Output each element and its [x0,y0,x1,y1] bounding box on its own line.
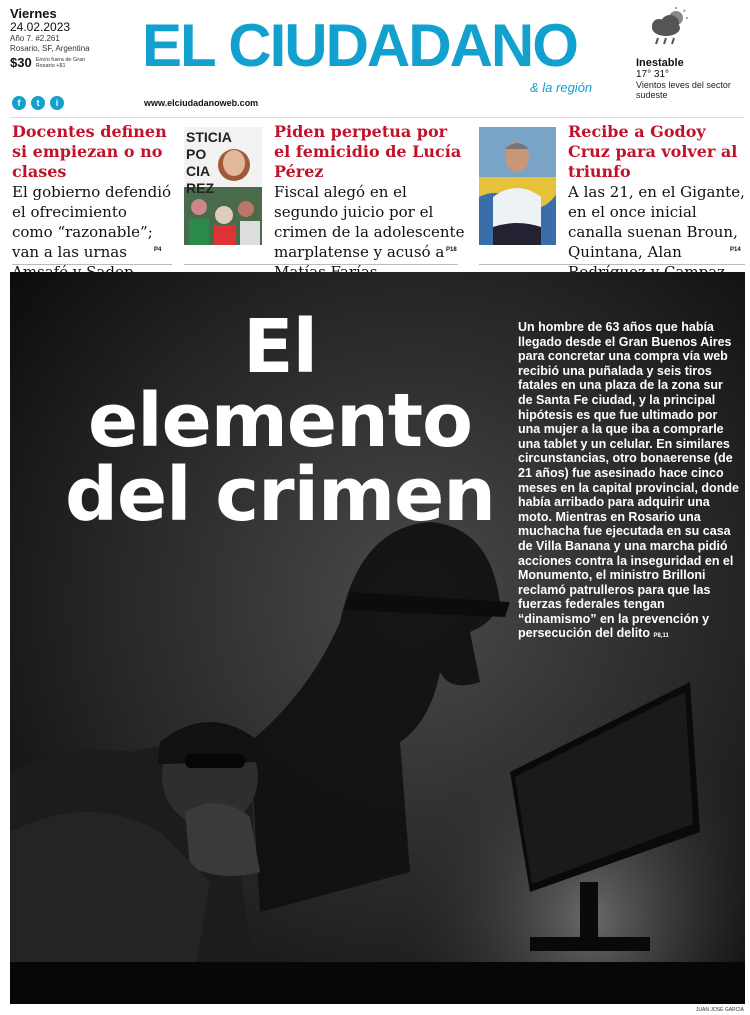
teaser-headline: Recibe a Godoy Cruz para volver al triunfo [568,122,738,181]
website-url[interactable]: www.elciudadanoweb.com [144,98,259,108]
teaser-divider [12,264,172,265]
teaser-godoy-cruz[interactable] [568,122,746,282]
weekday: Viernes [10,6,57,21]
twitter-icon[interactable]: t [31,96,45,110]
hero-body-text: Un hombre de 63 años que había llegado desde el Gran Buenos Aires para concretar una compra vía web recibió una puñalada y seis tiros fatales en una plaza de la zona sur de Santa Fe ciudad, y la principal hipótesis es que fue ultimado por una mujer a la que iba a comprarle una tablet y un celular. En similares circunstancias, otro bonaerense (de 21 años) fue asesinado hace cinco meses en la capital provincial, donde había arribado para adquirir una moto. Mientras en Rosario una muchacha fue ejecutada en su casa de Villa Banana y una marcha pidió acciones contra la inseguridad en el Monumento, el ministro Brilloni reclamó patrulleros para que las fuerzas federales tengan “dinamismo” en la prevención y persecución del delito [518,320,739,641]
date-block [10,6,130,70]
header-divider [10,117,744,118]
teaser-page-ref: P4 [154,247,162,253]
social-links [12,96,64,110]
teaser-headline: Piden perpetua por el femicidio de Lucía Pérez [274,122,462,181]
hero-story[interactable] [10,272,745,1004]
price-note: Envío fuera de Gran Rosario +$1 [35,56,86,69]
teaser-photo-protest [184,127,262,245]
hero-headline: El elemento del crimen [65,304,495,538]
instagram-icon[interactable]: i [50,96,64,110]
weather-box [636,6,746,100]
teaser-docentes[interactable] [12,122,172,282]
issue-date: 24.02.2023 [10,20,71,34]
facebook-icon[interactable]: f [12,96,26,110]
hero-body [518,320,740,644]
photo-credit: JUAN JOSÉ GARCÍA [695,1007,744,1013]
tagline: & la región [530,80,593,95]
hero-page-ref: P8,11 [653,633,669,640]
teaser-page-ref: P14 [730,247,741,253]
teaser-page-ref: P18 [446,247,457,253]
masthead-logo: EL CIUDADANO [142,12,577,79]
teaser-divider [184,264,458,265]
teaser-body: A las 21, en el Gigante, en el once inicial canalla suenan Broun, Quintana, Alan [568,183,745,261]
price-row [10,55,130,70]
teaser-body: Fiscal alegó en el segundo juicio por el crimen de la adolescente marplatense y acusó a [274,183,465,261]
storm-cloud-icon [646,6,690,50]
teaser-photo-coach [479,127,556,245]
price: $30 [10,55,32,70]
teaser-headline: Docentes definen si empiezan o no clases [12,122,167,181]
teaser-body: El gobierno defendió el ofrecimiento como “razonable”; van a las urnas [12,183,172,261]
teaser-lucia-perez[interactable] [274,122,468,282]
edition-number: Año 7. #2.261 [10,34,60,43]
weather-condition: Inestable [636,57,684,69]
location: Rosario, SF, Argentina [10,44,90,53]
weather-temps: 17° 31° [636,69,670,80]
protest-sign-text: STICIA PO CIA REZ [186,129,232,196]
teaser-divider [479,264,745,265]
weather-wind: Vientos leves del sector sudeste [636,80,731,100]
